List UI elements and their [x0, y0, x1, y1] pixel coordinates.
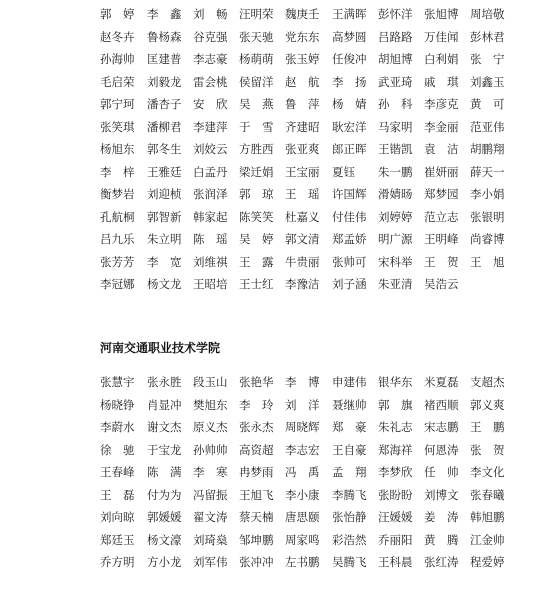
- name-cell: 刘军伟: [193, 555, 228, 569]
- name-cell: 孟 翔: [332, 465, 367, 479]
- name-cell: 李梦欣: [378, 465, 413, 479]
- name-cell: 夏钰: [332, 164, 355, 179]
- name-cell: 朱一鹏: [378, 164, 413, 179]
- name-cell: 宋志鹏: [424, 420, 459, 434]
- name-cell: 黄 腾: [424, 532, 459, 547]
- name-cell: 齐建昭: [285, 119, 320, 134]
- name-cell: 吕九乐: [100, 232, 135, 246]
- name-cell: 李小娟: [470, 187, 505, 201]
- name-cell: 杨文濠: [147, 532, 182, 547]
- name-row: [100, 206, 505, 228]
- name-cell: 付为为: [147, 487, 182, 502]
- name-row: [100, 439, 505, 461]
- name-cell: 郭冬生: [147, 142, 182, 156]
- name-cell: 孙 科: [378, 97, 413, 111]
- name-cell: 张慧宇: [100, 375, 135, 389]
- name-cell: 张旭博: [424, 7, 459, 21]
- name-cell: 高梦圆: [332, 29, 367, 44]
- name-cell: 黄 可: [470, 97, 505, 111]
- name-cell: 张 宁: [470, 52, 505, 66]
- name-cell: 张 贺: [470, 442, 505, 457]
- name-cell: 刘 洋: [285, 397, 320, 412]
- name-cell: 郭 旗: [378, 397, 413, 412]
- name-cell: 张笑琪: [100, 119, 135, 134]
- name-cell: 王明峰: [424, 232, 459, 246]
- name-cell: 胡旭博: [378, 52, 413, 66]
- name-cell: 李 扬: [332, 74, 367, 89]
- name-row: [100, 26, 505, 48]
- name-cell: 姜 涛: [424, 510, 459, 524]
- name-cell: 李 梓: [100, 164, 135, 179]
- name-cell: 于 雪: [239, 119, 274, 134]
- name-cell: 王 磊: [100, 487, 135, 502]
- name-cell: 李志宏: [285, 442, 320, 457]
- name-cell: 冯 禹: [285, 465, 320, 479]
- name-cell: 赵 航: [285, 74, 320, 89]
- name-cell: 杨文龙: [147, 277, 182, 291]
- name-row: [100, 48, 505, 70]
- name-cell: 范亚伟: [470, 119, 505, 134]
- name-cell: 潘杏子: [147, 97, 182, 111]
- name-row: [100, 371, 505, 393]
- name-row: [100, 183, 505, 205]
- name-cell: 朱立明: [147, 232, 182, 246]
- name-cell: 杜嘉义: [285, 209, 320, 224]
- name-cell: 王 旭: [470, 254, 505, 269]
- name-row: [100, 251, 505, 273]
- name-cell: 吴浩云: [424, 277, 459, 291]
- name-cell: 李 博: [285, 375, 320, 389]
- name-cell: 韩旭鹏: [470, 510, 505, 524]
- name-cell: 陈 瑶: [193, 232, 228, 246]
- name-cell: 张红涛: [424, 555, 459, 569]
- name-cell: 郑孟娇: [332, 232, 367, 246]
- name-cell: 张亚爽: [285, 142, 320, 156]
- name-cell: 李文化: [470, 465, 505, 479]
- name-cell: 王 贺: [424, 254, 459, 269]
- name-cell: 袁 洁: [424, 142, 459, 156]
- name-cell: 郭智新: [147, 209, 182, 224]
- name-cell: 郭文清: [285, 232, 320, 246]
- name-cell: 吴 婷: [239, 232, 274, 246]
- name-cell: 米夏磊: [424, 375, 459, 389]
- name-cell: 李金丽: [424, 119, 459, 134]
- name-cell: 原义杰: [193, 420, 228, 434]
- name-cell: 彭怀洋: [378, 7, 413, 21]
- name-cell: 雷会桃: [193, 74, 228, 89]
- name-cell: 王士红: [239, 277, 274, 291]
- name-cell: 周家鸣: [285, 532, 320, 547]
- name-cell: 胡鹏翔: [470, 142, 505, 156]
- name-cell: 冉梦雨: [239, 465, 274, 479]
- name-cell: 郭宁珂: [100, 97, 135, 111]
- name-cell: 彭林君: [470, 29, 505, 44]
- name-cell: 何恩涛: [424, 442, 459, 457]
- name-cell: 褚西顺: [424, 397, 459, 412]
- name-cell: 方小龙: [147, 555, 182, 569]
- name-row: [100, 506, 505, 528]
- name-cell: 高资超: [239, 442, 274, 457]
- name-cell: 赵冬卉: [100, 29, 135, 44]
- name-cell: 郑廷玉: [100, 532, 135, 547]
- name-cell: 郎正晖: [332, 142, 367, 156]
- name-cell: 张盼盼: [378, 487, 413, 502]
- name-cell: 耿宏洋: [332, 119, 367, 134]
- name-cell: 蔡天楠: [239, 510, 274, 524]
- name-cell: 孙海帅: [100, 52, 135, 66]
- name-cell: 王 瑶: [285, 187, 320, 201]
- name-cell: 左书鹏: [285, 555, 320, 569]
- name-cell: 李建萍: [193, 119, 228, 134]
- name-cell: 张艳华: [239, 375, 274, 389]
- name-row: [100, 551, 505, 573]
- name-cell: 张玉婷: [285, 52, 320, 66]
- name-row: [100, 138, 505, 160]
- name-cell: 李彦克: [424, 97, 459, 111]
- name-cell: 牛贵丽: [285, 254, 320, 269]
- name-cell: 张春曦: [470, 487, 505, 502]
- name-row: [100, 484, 505, 506]
- name-cell: 潘柳君: [147, 119, 182, 134]
- name-cell: 李 寒: [193, 465, 228, 479]
- name-cell: 邹坤鹏: [239, 532, 274, 547]
- name-cell: 王 露: [239, 254, 274, 269]
- name-cell: 刘鑫玉: [470, 74, 505, 89]
- name-cell: 白孟丹: [193, 164, 228, 179]
- name-cell: 李 宽: [147, 254, 182, 269]
- name-cell: 王锴凯: [378, 142, 413, 156]
- name-cell: 汪明荣: [239, 7, 274, 21]
- name-cell: 周培敬: [470, 7, 505, 21]
- name-cell: 吴 燕: [239, 97, 274, 111]
- name-cell: 郑梦园: [424, 187, 459, 201]
- name-cell: 彩浩然: [332, 532, 367, 547]
- name-cell: 任俊冲: [332, 52, 367, 66]
- name-cell: 魏庚壬: [285, 7, 320, 21]
- name-cell: 张怡静: [332, 510, 367, 524]
- name-cell: 刘琦燊: [193, 532, 228, 547]
- name-cell: 任 帅: [424, 465, 459, 479]
- name-cell: 孙帅帅: [193, 442, 228, 457]
- name-cell: 肖显冲: [147, 397, 182, 412]
- name-cell: 樊旭东: [193, 397, 228, 412]
- name-cell: 张银明: [470, 209, 505, 224]
- name-cell: 刘姣云: [193, 142, 228, 156]
- name-row: [100, 273, 459, 295]
- name-row: [100, 116, 505, 138]
- name-cell: 李志豪: [193, 52, 228, 66]
- name-cell: 武亚琦: [378, 74, 413, 89]
- name-row: [100, 71, 505, 93]
- name-row: [100, 161, 505, 183]
- name-cell: 范立志: [424, 209, 459, 224]
- name-cell: 许国辉: [332, 187, 367, 201]
- name-cell: 段玉山: [193, 375, 228, 389]
- name-cell: 刘向晾: [100, 510, 135, 524]
- name-cell: 梁迁娟: [239, 164, 274, 179]
- name-cell: 陈笑笑: [239, 209, 274, 224]
- name-cell: 郑海祥: [378, 442, 413, 457]
- name-row: [100, 416, 505, 438]
- name-cell: 李冠娜: [100, 277, 135, 291]
- name-cell: 刘 畅: [193, 7, 228, 21]
- name-cell: 张帅可: [332, 254, 367, 269]
- name-cell: 杨晓铮: [100, 397, 135, 412]
- name-cell: 滑婧旸: [378, 187, 413, 201]
- name-cell: 刘子涵: [332, 277, 367, 291]
- name-cell: 李腾飞: [332, 487, 367, 502]
- name-cell: 王满晖: [332, 7, 367, 21]
- name-cell: 刘迎桢: [147, 187, 182, 201]
- name-cell: 衡梦岩: [100, 187, 135, 201]
- name-cell: 张冲冲: [239, 555, 274, 569]
- name-cell: 张天驰: [239, 29, 274, 44]
- name-cell: 王旭飞: [239, 487, 274, 502]
- name-cell: 郭义爽: [470, 397, 505, 412]
- name-cell: 王昭培: [193, 277, 228, 291]
- name-cell: 朱礼志: [378, 420, 413, 434]
- name-cell: 戚 琪: [424, 74, 459, 89]
- name-cell: 周晓辉: [285, 420, 320, 434]
- name-cell: 谢文杰: [147, 420, 182, 434]
- name-cell: 孔航桐: [100, 209, 135, 224]
- name-cell: 郭媛媛: [147, 510, 182, 524]
- name-cell: 王科晨: [378, 555, 413, 569]
- name-cell: 汪媛媛: [378, 510, 413, 524]
- name-cell: 刘博文: [424, 487, 459, 502]
- name-cell: 申建伟: [332, 375, 367, 389]
- name-cell: 冯留振: [193, 487, 228, 502]
- name-cell: 陈 满: [147, 465, 182, 479]
- name-cell: 马家明: [378, 119, 413, 134]
- name-row: [100, 461, 505, 483]
- name-cell: 安 欣: [193, 97, 228, 111]
- name-row: [100, 394, 505, 416]
- name-cell: 王春峰: [100, 465, 135, 479]
- name-cell: 李小康: [285, 487, 320, 502]
- name-cell: 乔方明: [100, 555, 135, 569]
- name-row: [100, 228, 505, 250]
- name-cell: 郑 豪: [332, 420, 367, 434]
- name-cell: 王宝丽: [285, 164, 320, 179]
- name-cell: 王雅廷: [147, 164, 182, 179]
- name-cell: 银华东: [378, 375, 413, 389]
- name-cell: 张永胜: [147, 375, 182, 389]
- name-cell: 鲁杨森: [147, 29, 182, 44]
- name-cell: 吴腾飞: [332, 555, 367, 569]
- name-cell: 王自豪: [332, 442, 367, 457]
- name-cell: 张芳芳: [100, 254, 135, 269]
- name-cell: 谷克强: [193, 29, 228, 44]
- name-cell: 徐 驰: [100, 442, 135, 457]
- name-cell: 李 鑫: [147, 7, 182, 21]
- name-cell: 万佳闻: [424, 29, 459, 44]
- name-cell: 刘婷婷: [378, 209, 413, 224]
- name-cell: 吕路路: [378, 29, 413, 44]
- name-row: [100, 3, 505, 25]
- name-cell: 郭 婷: [100, 7, 135, 21]
- name-cell: 明广源: [378, 232, 413, 246]
- name-cell: 杨萌萌: [239, 52, 274, 66]
- name-cell: 宋科举: [378, 254, 413, 269]
- name-cell: 毛启荣: [100, 74, 135, 89]
- name-cell: 崔妍丽: [424, 164, 459, 179]
- name-cell: 刘维祺: [193, 254, 228, 269]
- name-cell: 翟文涛: [193, 510, 228, 524]
- name-cell: 张润泽: [193, 187, 228, 201]
- name-cell: 尚睿博: [470, 232, 505, 246]
- name-cell: 王 鹏: [470, 420, 505, 434]
- name-cell: 韩家起: [193, 209, 228, 224]
- name-cell: 薛天一: [470, 164, 505, 179]
- name-cell: 李豫洁: [285, 277, 320, 291]
- name-cell: 李蔚水: [100, 420, 135, 434]
- name-row: [100, 529, 505, 551]
- name-cell: 江金帅: [470, 532, 505, 547]
- name-cell: 杨 婧: [332, 97, 367, 111]
- name-cell: 李 玲: [239, 397, 274, 412]
- name-cell: 程爱婷: [470, 555, 505, 569]
- name-cell: 侯留洋: [239, 74, 274, 89]
- name-cell: 匡建普: [147, 52, 182, 66]
- name-cell: 聂继帅: [332, 397, 367, 412]
- name-cell: 支超杰: [470, 375, 505, 389]
- name-cell: 张永杰: [239, 420, 274, 434]
- name-cell: 朱亚清: [378, 277, 413, 291]
- name-cell: 杨旭东: [100, 142, 135, 156]
- name-cell: 郭 琼: [239, 187, 274, 201]
- name-cell: 党东东: [285, 29, 320, 44]
- name-cell: 唐思颐: [285, 510, 320, 524]
- name-cell: 白利娟: [424, 52, 459, 66]
- name-row: [100, 93, 505, 115]
- name-cell: 鲁 萍: [285, 97, 320, 111]
- section-heading: 河南交通职业技术学院: [100, 341, 221, 355]
- name-cell: 付佳伟: [332, 209, 367, 224]
- name-cell: 乔丽阳: [378, 532, 413, 547]
- name-cell: 于宝龙: [147, 442, 182, 457]
- name-cell: 方胜西: [239, 142, 274, 156]
- name-cell: 刘毅龙: [147, 74, 182, 89]
